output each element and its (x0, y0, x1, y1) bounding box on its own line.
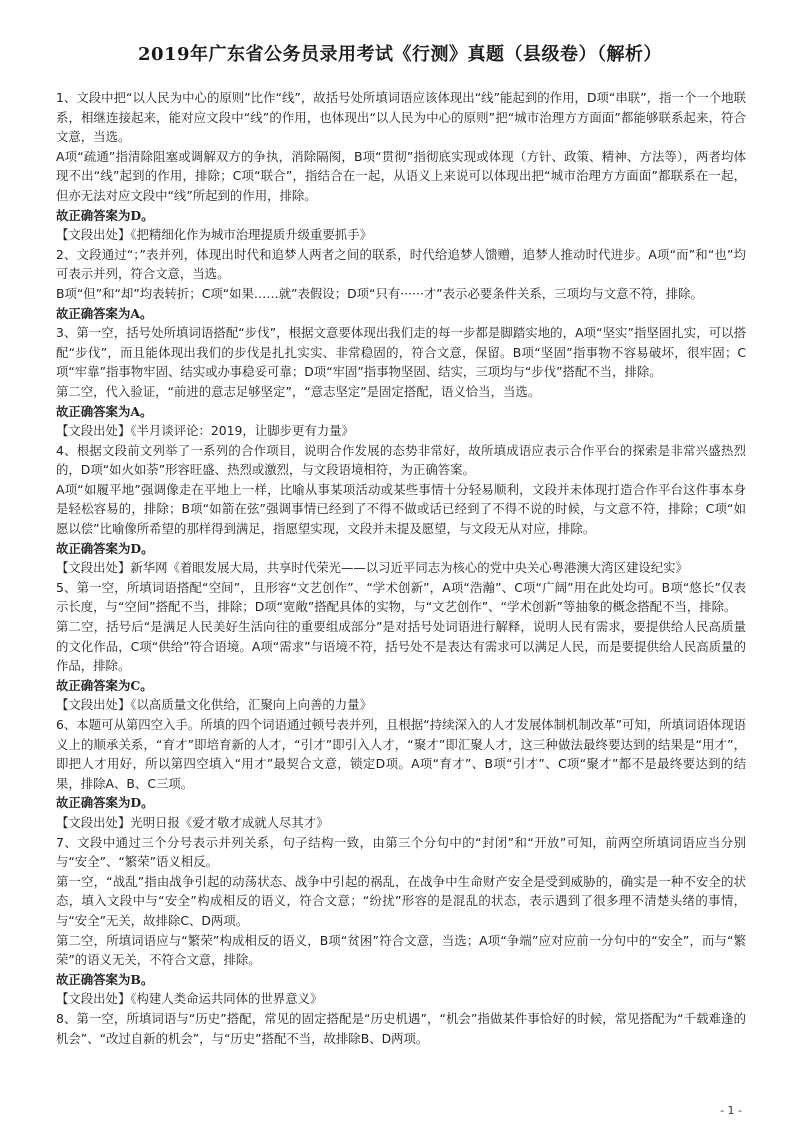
explanation-paragraph: 7、文段中通过三个分号表示并列关系，句子结构一致，由第三个分句中的“封闭”和“开放”可知，前两空所填词语应当分别与“安全”、“繁荣”语义相反。 (56, 834, 746, 870)
answer-line: 故正确答案为C。 (56, 677, 153, 693)
document-body (56, 88, 746, 1048)
answer-line: 故正确答案为A。 (56, 305, 153, 321)
explanation-paragraph: A项“疏通”指清除阻塞或调解双方的争执，消除隔阂，B项“贯彻”指彻底实现或体现（方针、政策、精神、方法等），两者均体现不出“线”起到的作用，排除；C项“联合”，指结合在一起，从语义上来说可以体现出把“城市治理方方面面”都联系在一起，但亦无法对应文段中“线”所起到的作用，排除。 (56, 148, 746, 203)
explanation-paragraph: A项“如履平地”强调像走在平地上一样，比喻从事某项活动或某些事情十分轻易顺利，文段并未体现打造合作平台这件事本身是轻松容易的，排除；B项“如箭在弦”强调事情已经到了不得不做或话已经到了不得不说的时候，与文意不符，排除；C项“如愿以偿”比喻像所希望的那样得到满足，指愿望实现，文段并未提及愿望，与文段无从对应，排除。 (56, 481, 746, 537)
explanation-paragraph: 4、根据文段前文列举了一系列的合作项目，说明合作发展的态势非常好，故所填成语应表示合作平台的探索是非常兴盛热烈的，D项“如火如荼”形容旺盛、热烈或激烈，与文段语境相符，为正确答案。 (56, 442, 746, 478)
explanation-paragraph: B项“但”和“却”均表转折；C项“如果……就”表假设；D项“只有······才”表示必要条件关系，三项均与文意不符，排除。 (56, 285, 703, 301)
answer-line: 故正确答案为B。 (56, 971, 154, 987)
source-citation: 【文段出处】《构建人类命运共同体的世界意义》 (56, 991, 323, 1007)
source-citation: 【文段出处】《以高质量文化供给，汇聚向上向善的力量》 (56, 697, 372, 713)
explanation-paragraph: 第二空，代入验证，“前进的意志足够坚定”，“意志坚定”是固定搭配，语义恰当，当选。 (56, 383, 541, 399)
explanation-paragraph: 第二空，所填词语应与“繁荣”构成相反的语义，B项“贫困”符合文意，当选；A项“争端”应对应前一分句中的“安全”，而与“繁荣”的语义无关，不符合文意，排除。 (56, 932, 746, 968)
explanation-paragraph: 第二空，括号后“是满足人民美好生活向往的重要组成部分”是对括号处词语进行解释，说明人民有需求，要提供给人民高质量的文化作品，C项“供给”符合语境。A项“需求”与语境不符，括号处不是表达有需求可以满足人民，而是要提供给人民高质量的作品，排除。 (56, 619, 746, 674)
explanation-paragraph: 第一空，“战乱”指由战争引起的动荡状态、战争中引起的祸乱，在战争中生命财产安全是受到威胁的，确实是一种不安全的状态，填入文段中与“安全”构成相反的语义，符合文意；“纷扰”形容的是混乱的状态，表示遇到了很多理不清楚头绪的事情，与“安全”无关，故排除C、D两项。 (56, 873, 746, 928)
page-number: - 1 - (720, 1104, 742, 1117)
explanation-paragraph: 3、第一空，括号处所填词语搭配“步伐”，根据文意要体现出我们走的每一步都是脚踏实地的，A项“坚实”指坚固扎实，可以搭配“步伐”，而且能体现出我们的步伐是扎扎实实、非常稳固的，符合文意，保留。B项“坚固”指事物不容易破坏，很牢固；C项“牢靠”指事物牢固、结实或办事稳妥可靠；D项“牢固”指事物坚固、结实，三项均与“步伐”搭配不当，排除。 (56, 325, 746, 380)
explanation-paragraph: 5、第一空，所填词语搭配“空间”，且形容“文艺创作”、“学术创新”，A项“浩瀚”、C项“广阔”用在此处均可。B项“悠长”仅表示长度，与“空间”搭配不当，排除；D项“宽敞”搭配具体的实物，与“文艺创作”、“学术创新”等抽象的概念搭配不当，排除。 (56, 579, 746, 615)
answer-line: 故正确答案为D。 (56, 540, 154, 556)
page-title: 2019年广东省公务员录用考试《行测》真题（县级卷）（解析） (137, 44, 663, 65)
answer-line: 故正确答案为D。 (56, 207, 154, 223)
source-citation: 【文段出处】《把精细化作为城市治理提质升级重要抓手》 (56, 227, 372, 243)
answer-line: 故正确答案为D。 (56, 795, 154, 811)
explanation-paragraph: 8、第一空，所填词语与“历史”搭配，常见的固定搭配是“历史机遇”，“机会”指做某件事恰好的时候，常见搭配为“千载难逢的机会”、“改过自新的机会”，与“历史”搭配不当，故排除B、D两项。 (56, 1010, 746, 1046)
source-citation: 【文段出处】光明日报《爱才敬才成就人尽其才》 (56, 814, 329, 830)
explanation-paragraph: 6、本题可从第四空入手。所填的四个词语通过顿号表并列，且根据“持续深入的人才发展体制机制改革”可知，所填词语体现语义上的顺承关系，“育才”即培育新的人才，“引才”即引入人才，“聚才”即汇聚人才，这三种做法最终要达到的结果是“用才”，即把人才用好，所以第四空填入“用才”最契合文意，锁定D项。A项“育才”、B项“引才”、C项“聚才”都不是最终要达到的结果，排除A、B、C三项。 (56, 717, 746, 791)
source-citation: 【文段出处】《半月谈评论：2019，让脚步更有力量》 (56, 423, 354, 439)
source-citation: 【文段出处】新华网《着眼发展大局，共享时代荣光——以习近平同志为核心的党中央关心粤港澳大湾区建设纪实》 (56, 560, 688, 576)
answer-line: 故正确答案为A。 (56, 403, 153, 419)
explanation-paragraph: 1、文段中把“以人民为中心的原则”比作“线”，故括号处所填词语应该体现出“线”能起到的作用，D项“串联”，指一个一个地联系，相继连接起来，能对应文段中“线”的作用，也体现出“以人民为中心的原则”把“城市治理方方面面”都能够联系起来，符合文意，当选。 (56, 90, 746, 145)
explanation-paragraph: 2、文段通过“；”表并列，体现出时代和追梦人两者之间的联系，时代给追梦人馈赠，追梦人推动时代进步。A项“而”和“也”均可表示并列，符合文意，当选。 (56, 246, 746, 282)
